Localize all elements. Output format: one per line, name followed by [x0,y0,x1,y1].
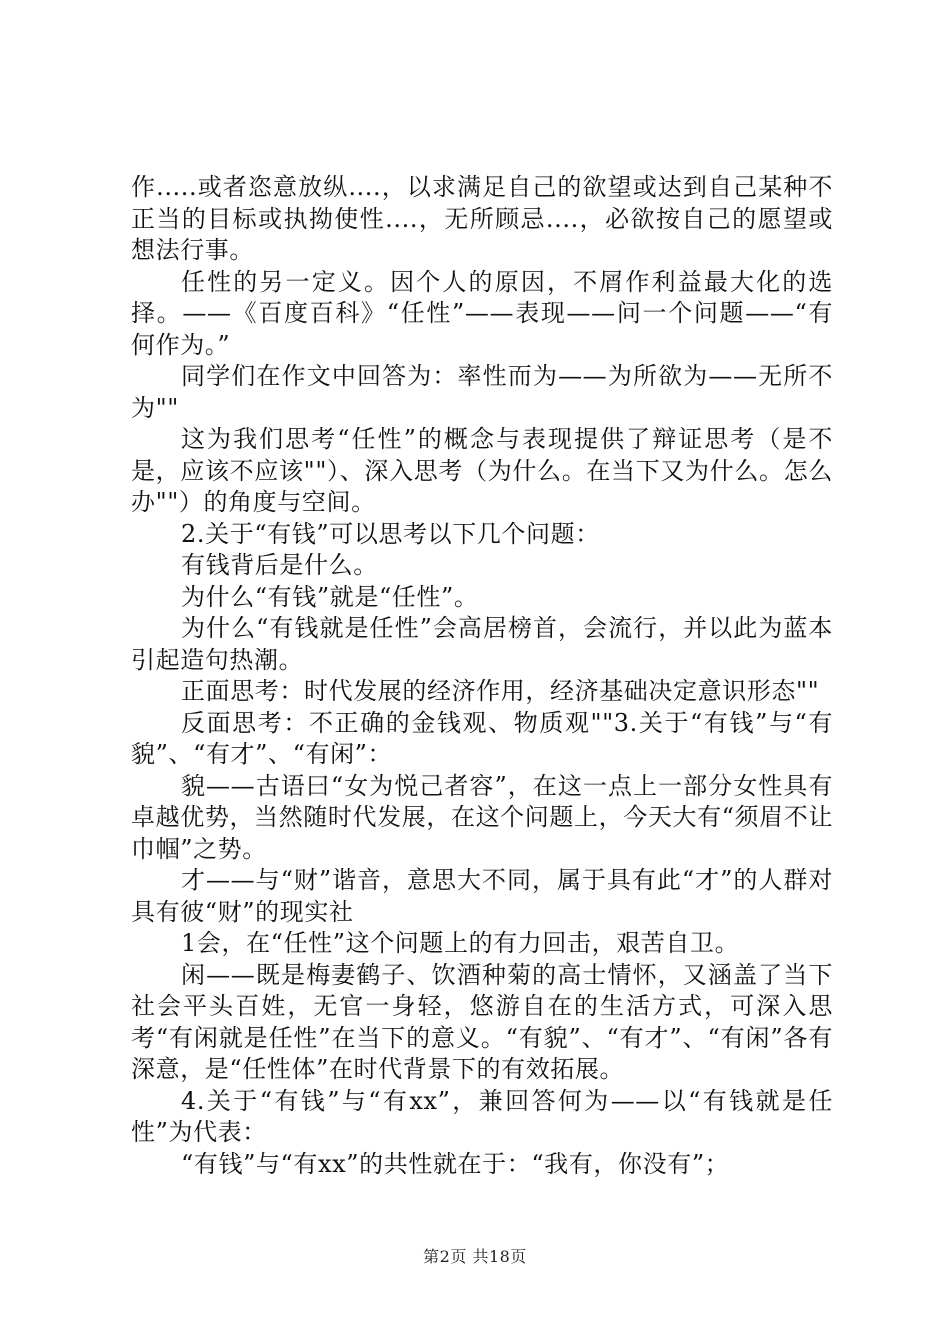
paragraph: 任性的另一定义。因个人的原因，不屑作利益最大化的选择。——《百度百科》“任性”——表现——问一个问题——“有何作为。” [131,267,833,359]
paragraph: 闲——既是梅妻鹤子、饮酒种菊的高士情怀，又涵盖了当下社会平头百姓，无官一身轻，悠游自在的生活方式，可深入思考“有闲就是任性”在当下的意义。“有貌”、“有才”、“有闲”各有深意，是“任性体”在时代背景下的有效拓展。 [131,960,833,1083]
paragraph: 1会，在“任性”这个问题上的有力回击，艰苦自卫。 [181,929,740,957]
paragraph: 反面思考：不正确的金钱观、物质观""3.关于“有钱”与“有貌”、“有才”、“有闲”： [131,708,833,768]
page-number-label: 第2页 共18页 [423,1247,527,1266]
paragraph: 2.关于“有钱”可以思考以下几个问题： [181,519,600,548]
paragraph: 正面思考：时代发展的经济作用，经济基础决定意识形态"" [181,677,820,705]
paragraph: 作.....或者恣意放纵....，以求满足自己的欲望或达到自己某种不正当的目标或执拗使性....，无所顾忌....，必欲按自己的愿望或想法行事。 [131,173,833,264]
document-body [131,172,833,1180]
paragraph: 貌——古语曰“女为悦己者容”，在这一点上一部分女性具有卓越优势，当然随时代发展，在这个问题上，今天大有“须眉不让巾帼”之势。 [131,771,833,863]
paragraph: 4.关于“有钱”与“有xx”，兼回答何为——以“有钱就是任性”为代表： [131,1086,833,1146]
paragraph: 为什么“有钱”就是“任性”。 [181,582,479,611]
page-footer [0,1244,950,1267]
paragraph: 这为我们思考“任性”的概念与表现提供了辩证思考（是不是，应该不应该""）、深入思考（为什么。在当下又为什么。怎么办""）的角度与空间。 [131,425,833,516]
paragraph: “有钱”与“有xx”的共性就在于：“我有，你没有”； [181,1149,730,1178]
paragraph: 同学们在作文中回答为：率性而为——为所欲为——无所不为"" [131,362,833,422]
paragraph: 为什么“有钱就是任性”会高居榜首，会流行，并以此为蓝本引起造句热潮。 [131,614,833,674]
paragraph: 有钱背后是什么。 [181,551,378,579]
paragraph: 才——与“财”谐音，意思大不同，属于具有此“才”的人群对具有彼“财”的现实社 [131,866,833,926]
